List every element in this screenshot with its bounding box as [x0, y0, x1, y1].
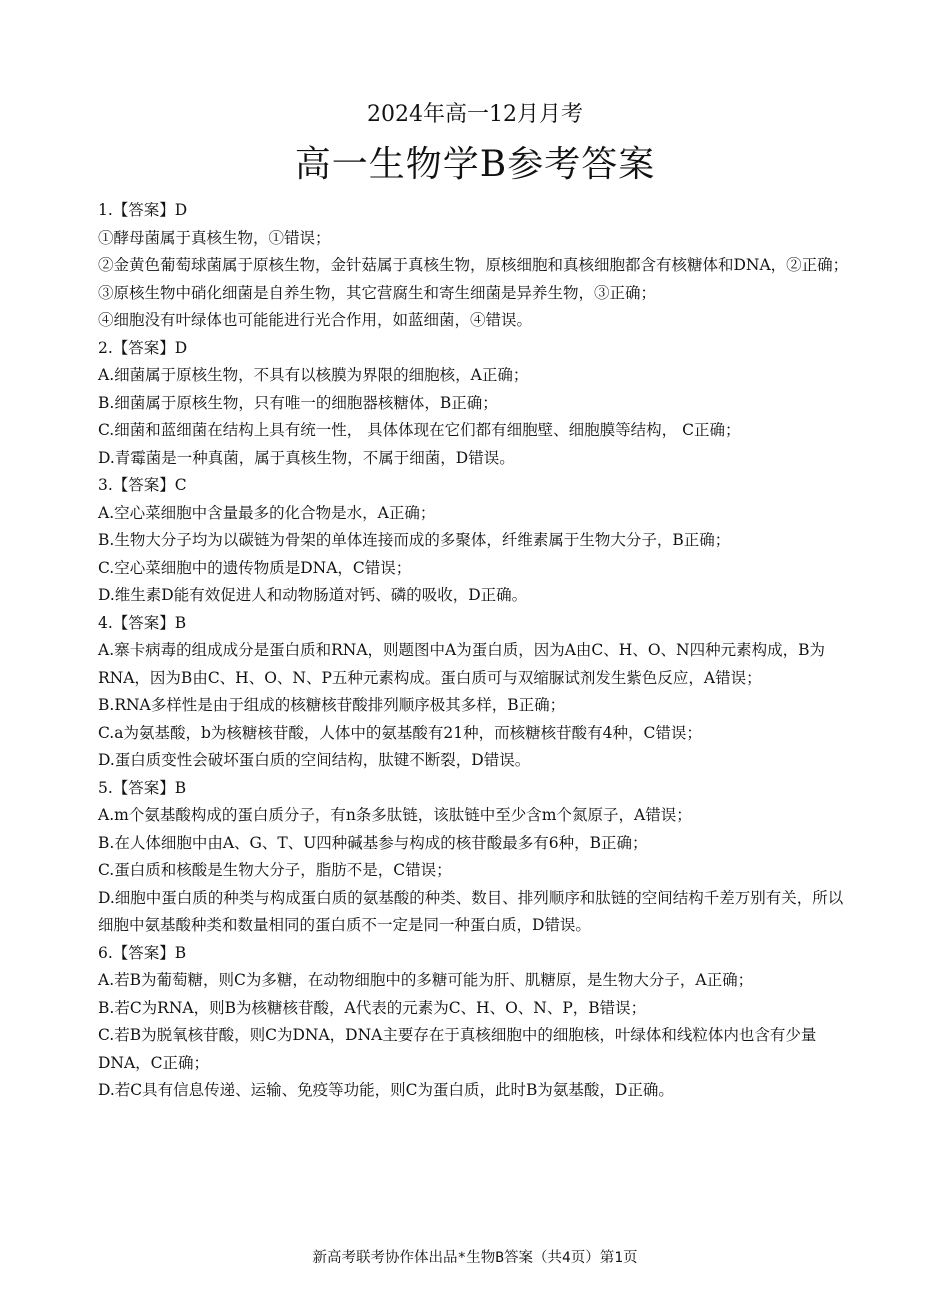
answer-line: A.寨卡病毒的组成成分是蛋白质和RNA，则题图中A为蛋白质，因为A由C、H、O、N四种元素构成，B为RNA，因为B由C、H、O、N、P五种元素构成。蛋白质可与双缩脲试剂发生紫色反应，A错误；	[98, 641, 825, 687]
answer-line: ③原核生物中硝化细菌是自养生物，其它营腐生和寄生细菌是异养生物，③正确；	[98, 283, 657, 302]
answer-heading-5: 5.【答案】B	[98, 778, 187, 797]
answer-line: C.若B为脱氧核苷酸，则C为DNA，DNA主要存在于真核细胞中的细胞核，叶绿体和线粒体内也含有少量DNA，C正确；	[98, 1026, 817, 1072]
answer-line: C.a为氨基酸，b为核糖核苷酸，人体中的氨基酸有21种，而核糖核苷酸有4种，C错误；	[98, 723, 702, 742]
answer-heading-3: 3.【答案】C	[98, 476, 187, 494]
answer-line: C.空心菜细胞中的遗传物质是DNA，C错误；	[98, 558, 412, 577]
page-title: 高一生物学B参考答案	[294, 144, 656, 185]
answer-line: B.细菌属于原核生物，只有唯一的细胞器核糖体，B正确；	[98, 393, 498, 412]
answer-heading-4: 4.【答案】B	[98, 613, 187, 632]
answer-line: A.m个氨基酸构成的蛋白质分子，有n条多肽链，该肽链中至少含m个氮原子，A错误；	[98, 806, 692, 824]
answer-line: D.青霉菌是一种真菌，属于真核生物，不属于细菌，D错误。	[98, 448, 515, 467]
answer-line: C.细菌和蓝细菌在结构上具有统一性， 具体体现在它们都有细胞壁、细胞膜等结构， C正确；	[98, 421, 741, 439]
answer-heading-2: 2.【答案】D	[98, 338, 188, 357]
answer-line: D.若C具有信息传递、运输、免疫等功能，则C为蛋白质，此时B为氨基酸，D正确。	[98, 1081, 674, 1099]
answer-line: A.若B为葡萄糖，则C为多糖，在动物细胞中的多糖可能为肝、肌糖原，是生物大分子，A正确；	[98, 971, 754, 989]
answer-line: ①酵母菌属于真核生物，①错误；	[98, 228, 331, 247]
exam-subtitle: 2024年高一12月月考	[367, 102, 583, 127]
answer-heading-6: 6.【答案】B	[98, 943, 187, 962]
answer-line: D.维生素D能有效促进人和动物肠道对钙、磷的吸收，D正确。	[98, 586, 528, 604]
answer-line: D.蛋白质变性会破坏蛋白质的空间结构，肽键不断裂，D错误。	[98, 751, 531, 769]
page-footer: 新高考联考协作体出品*生物B答案（共4页）第1页	[312, 1250, 638, 1266]
answer-line: B.在人体细胞中由A、G、T、U四种碱基参与构成的核苷酸最多有6种，B正确；	[98, 833, 648, 852]
answer-line: A.空心菜细胞中含量最多的化合物是水，A正确；	[98, 503, 436, 522]
answer-line: D.细胞中蛋白质的种类与构成蛋白质的氨基酸的种类、数目、排列顺序和肽链的空间结构千差万别有关，所以细胞中氨基酸种类和数量相同的蛋白质不一定是同一种蛋白质，D错误。	[98, 888, 844, 934]
answer-line: B.RNA多样性是由于组成的核糖核苷酸排列顺序极其多样，B正确；	[98, 696, 566, 714]
answer-line: A.细菌属于原核生物，不具有以核膜为界限的细胞核，A正确；	[98, 366, 529, 384]
answer-line: B.若C为RNA，则B为核糖核苷酸，A代表的元素为C、H、O、N、P，B错误；	[98, 998, 647, 1017]
answer-content	[98, 197, 858, 1105]
answer-line: ②金黄色葡萄球菌属于原核生物，金针菇属于真核生物，原核细胞和真核细胞都含有核糖体和DNA，②正确；	[98, 256, 849, 274]
answer-line: B.生物大分子均为以碳链为骨架的单体连接而成的多聚体，纤维素属于生物大分子，B正确；	[98, 531, 731, 549]
answer-heading-1: 1.【答案】D	[98, 201, 188, 219]
answer-line: ④细胞没有叶绿体也可能能进行光合作用，如蓝细菌，④错误。	[98, 311, 533, 329]
answer-line: C.蛋白质和核酸是生物大分子，脂肪不是，C错误；	[98, 861, 452, 879]
